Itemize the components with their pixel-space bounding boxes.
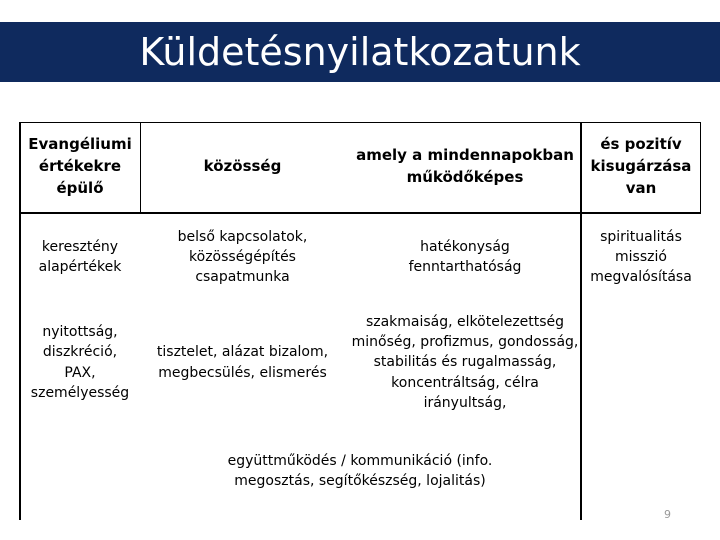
row1-cell-2: belső kapcsolatok, közösségépítés csapatmunka [177,228,308,286]
column-divider-2 [580,122,582,520]
row1-cell-1: keresztény alapértékek [38,238,122,275]
bottom-cell: együttműködés / kommunikáció (info. megosztás, segítőkészség, lojalitás) [227,452,493,489]
right-border [700,122,701,214]
row1-cell-4: spiritualitás misszió megvalósítása [590,228,692,286]
row2-cell-2: tisztelet, alázat bizalom, megbecsülés, elismerés [156,344,329,381]
header-bottom-border [20,212,700,214]
row2-cell-1: nyitottság, diszkréció, PAX, személyesség [30,323,130,401]
header-cell-2: közösség [203,157,282,176]
row1-cell-3: hatékonyság fenntarthatóság [408,238,522,275]
page-number: 9 [664,508,671,521]
header-cell-1: Evangéliumi értékekre épülő [28,135,132,197]
column-divider-1 [140,122,141,214]
header-cell-4: és pozitív kisugárzása van [590,135,692,197]
left-border [19,122,21,520]
table-top-border [20,122,700,123]
page-title: Küldetésnyilatkozatunk [139,30,581,74]
row2-cell-3: szakmaiság, elkötelezettség minőség, profizmus, gondosság, stabilitás és rugalmasság, koncentráltság, célra irányultság, [351,313,579,411]
header-cell-3: amely a mindennapokban működőképes [356,146,574,186]
